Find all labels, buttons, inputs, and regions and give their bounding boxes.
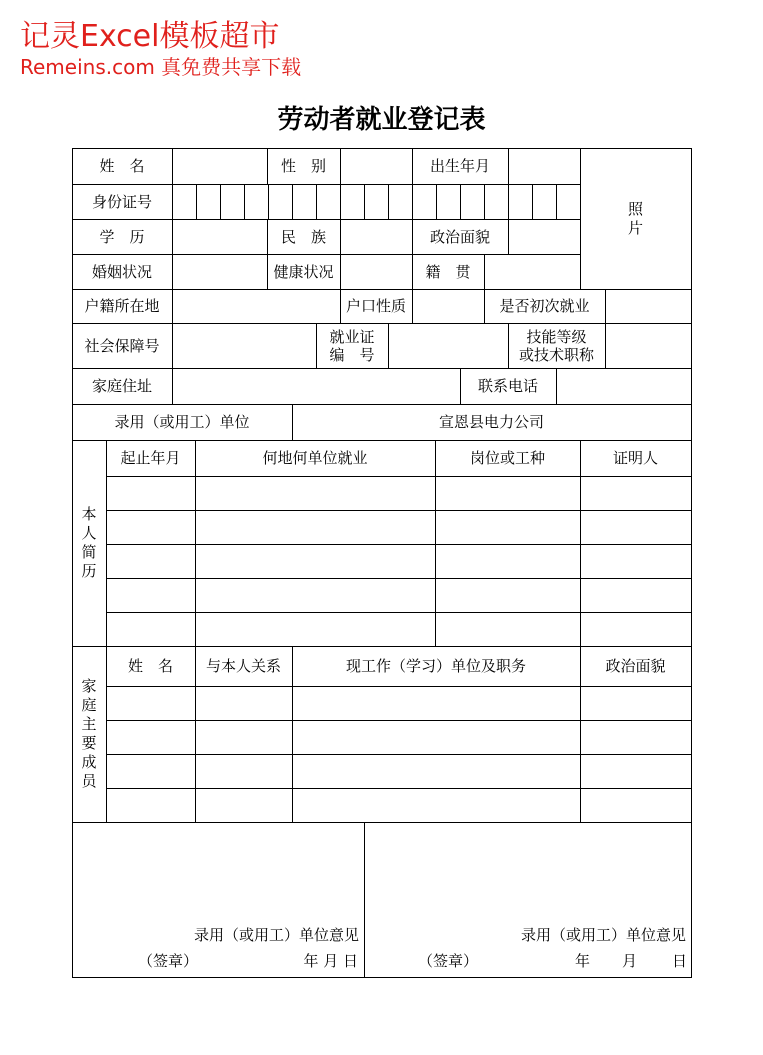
id-digit-box[interactable] xyxy=(364,184,389,220)
vertical-char: 照 xyxy=(627,199,643,218)
id-digit-box[interactable] xyxy=(388,184,413,220)
resume-cell[interactable] xyxy=(195,544,436,579)
vertical-char: 庭 xyxy=(81,696,97,714)
resume-cell[interactable] xyxy=(435,476,581,511)
resume-cell[interactable] xyxy=(106,612,196,647)
opinion-left-title: 录用（或用工）单位意见 xyxy=(193,926,359,944)
resume-header: 何地何单位就业 xyxy=(195,440,436,477)
resume-cell[interactable] xyxy=(580,476,692,511)
family-cell[interactable] xyxy=(292,686,581,721)
id-digit-box[interactable] xyxy=(556,184,581,220)
health-status-value[interactable] xyxy=(340,254,413,290)
education-label: 学 历 xyxy=(72,219,173,255)
family-cell[interactable] xyxy=(106,754,196,789)
form-title: 劳动者就业登记表 xyxy=(277,105,486,135)
first-employment-value[interactable] xyxy=(605,289,692,324)
resume-header: 岗位或工种 xyxy=(435,440,581,477)
family-cell[interactable] xyxy=(292,720,581,755)
vertical-char: 历 xyxy=(81,562,97,580)
id-digit-box[interactable] xyxy=(412,184,437,220)
employment-cert-label xyxy=(316,323,389,369)
phone-value[interactable] xyxy=(556,368,692,405)
name-label: 姓 名 xyxy=(72,148,173,185)
native-place-label: 籍 贯 xyxy=(412,254,485,290)
label-line: 编 号 xyxy=(329,345,375,364)
birth-value[interactable] xyxy=(508,148,581,185)
health-status-label: 健康状况 xyxy=(267,254,341,290)
vertical-char: 员 xyxy=(81,772,97,790)
skill-level-label xyxy=(508,323,606,369)
watermark-subtitle: Remeins.com 真免费共享下载 xyxy=(20,55,302,79)
resume-cell[interactable] xyxy=(195,578,436,613)
id-digit-box[interactable] xyxy=(172,184,197,220)
resume-cell[interactable] xyxy=(580,544,692,579)
id-digit-box[interactable] xyxy=(220,184,245,220)
id-digit-box[interactable] xyxy=(316,184,341,220)
gender-label: 性 别 xyxy=(267,148,341,185)
label-line: 技能等级 xyxy=(526,327,587,346)
political-status-label: 政治面貌 xyxy=(412,219,509,255)
family-cell[interactable] xyxy=(106,788,196,823)
opinion-right-seal: （签章） xyxy=(418,952,479,970)
id-digit-box[interactable] xyxy=(436,184,461,220)
resume-cell[interactable] xyxy=(106,578,196,613)
family-cell[interactable] xyxy=(292,754,581,789)
employer-opinion-right[interactable] xyxy=(364,822,692,978)
resume-header: 起止年月 xyxy=(106,440,196,477)
opinion-right-day: 日 xyxy=(672,952,688,970)
social-security-label: 社会保障号 xyxy=(72,323,173,369)
skill-level-value[interactable] xyxy=(605,323,692,369)
family-cell[interactable] xyxy=(195,754,293,789)
vertical-char: 成 xyxy=(81,753,97,771)
resume-cell[interactable] xyxy=(106,544,196,579)
resume-cell[interactable] xyxy=(106,476,196,511)
marital-status-value[interactable] xyxy=(172,254,268,290)
name-value[interactable] xyxy=(172,148,268,185)
birth-label: 出生年月 xyxy=(412,148,509,185)
home-address-value[interactable] xyxy=(172,368,461,405)
family-cell[interactable] xyxy=(195,686,293,721)
family-cell[interactable] xyxy=(195,720,293,755)
vertical-char: 片 xyxy=(627,218,643,237)
family-cell[interactable] xyxy=(580,686,692,721)
resume-cell[interactable] xyxy=(580,612,692,647)
family-cell[interactable] xyxy=(106,720,196,755)
resume-cell[interactable] xyxy=(195,476,436,511)
employer-value[interactable]: 宣恩县电力公司 xyxy=(292,404,692,441)
home-address-label: 家庭住址 xyxy=(72,368,173,405)
id-number-label: 身份证号 xyxy=(72,184,173,220)
family-cell[interactable] xyxy=(106,686,196,721)
household-register-value[interactable] xyxy=(172,289,341,324)
resume-cell[interactable] xyxy=(435,510,581,545)
id-digit-box[interactable] xyxy=(460,184,485,220)
vertical-char: 简 xyxy=(81,543,97,561)
family-cell[interactable] xyxy=(580,788,692,823)
opinion-left-date: 年 月 日 xyxy=(303,952,358,970)
resume-cell[interactable] xyxy=(435,578,581,613)
id-digit-box[interactable] xyxy=(196,184,221,220)
family-cell[interactable] xyxy=(292,788,581,823)
resume-side-label xyxy=(72,440,107,647)
opinion-right-title: 录用（或用工）单位意见 xyxy=(520,926,686,944)
social-security-value[interactable] xyxy=(172,323,317,369)
political-status-value[interactable] xyxy=(508,219,581,255)
employer-label: 录用（或用工）单位 xyxy=(72,404,293,441)
id-digit-box[interactable] xyxy=(340,184,365,220)
resume-cell[interactable] xyxy=(195,510,436,545)
opinion-right-year: 年 xyxy=(575,952,591,970)
resume-cell[interactable] xyxy=(435,612,581,647)
ethnicity-label: 民 族 xyxy=(267,219,341,255)
native-place-value[interactable] xyxy=(484,254,581,290)
id-digit-box[interactable] xyxy=(268,184,293,220)
resume-cell[interactable] xyxy=(435,544,581,579)
family-side-label xyxy=(72,646,107,823)
resume-header: 证明人 xyxy=(580,440,692,477)
family-cell[interactable] xyxy=(195,788,293,823)
id-digit-box[interactable] xyxy=(484,184,509,220)
id-digit-box[interactable] xyxy=(244,184,269,220)
id-digit-box[interactable] xyxy=(292,184,317,220)
family-cell[interactable] xyxy=(580,754,692,789)
household-register-label: 户籍所在地 xyxy=(72,289,173,324)
employment-cert-value[interactable] xyxy=(388,323,509,369)
label-line: 就业证 xyxy=(329,327,375,346)
household-type-label: 户口性质 xyxy=(340,289,413,324)
resume-cell[interactable] xyxy=(195,612,436,647)
education-value[interactable] xyxy=(172,219,268,255)
vertical-char: 家 xyxy=(81,677,97,695)
vertical-char: 要 xyxy=(81,734,97,752)
resume-cell[interactable] xyxy=(106,510,196,545)
family-cell[interactable] xyxy=(580,720,692,755)
gender-value[interactable] xyxy=(340,148,413,185)
watermark-title: 记灵Excel模板超市 xyxy=(20,19,280,54)
family-header: 与本人关系 xyxy=(195,646,293,687)
resume-cell[interactable] xyxy=(580,578,692,613)
household-type-value[interactable] xyxy=(412,289,485,324)
id-digit-box[interactable] xyxy=(532,184,557,220)
label-line: 或技术职称 xyxy=(518,345,594,364)
opinion-left-seal: （签章） xyxy=(138,952,199,970)
vertical-char: 人 xyxy=(81,524,97,542)
family-header: 现工作（学习）单位及职务 xyxy=(292,646,581,687)
id-digit-box[interactable] xyxy=(508,184,533,220)
phone-label: 联系电话 xyxy=(460,368,557,405)
ethnicity-value[interactable] xyxy=(340,219,413,255)
marital-status-label: 婚姻状况 xyxy=(72,254,173,290)
resume-cell[interactable] xyxy=(580,510,692,545)
opinion-right-month: 月 xyxy=(622,952,638,970)
photo-box[interactable] xyxy=(580,148,692,290)
family-header: 政治面貌 xyxy=(580,646,692,687)
family-header: 姓 名 xyxy=(106,646,196,687)
vertical-char: 本 xyxy=(81,505,97,523)
vertical-char: 主 xyxy=(81,715,97,733)
first-employment-label: 是否初次就业 xyxy=(484,289,606,324)
